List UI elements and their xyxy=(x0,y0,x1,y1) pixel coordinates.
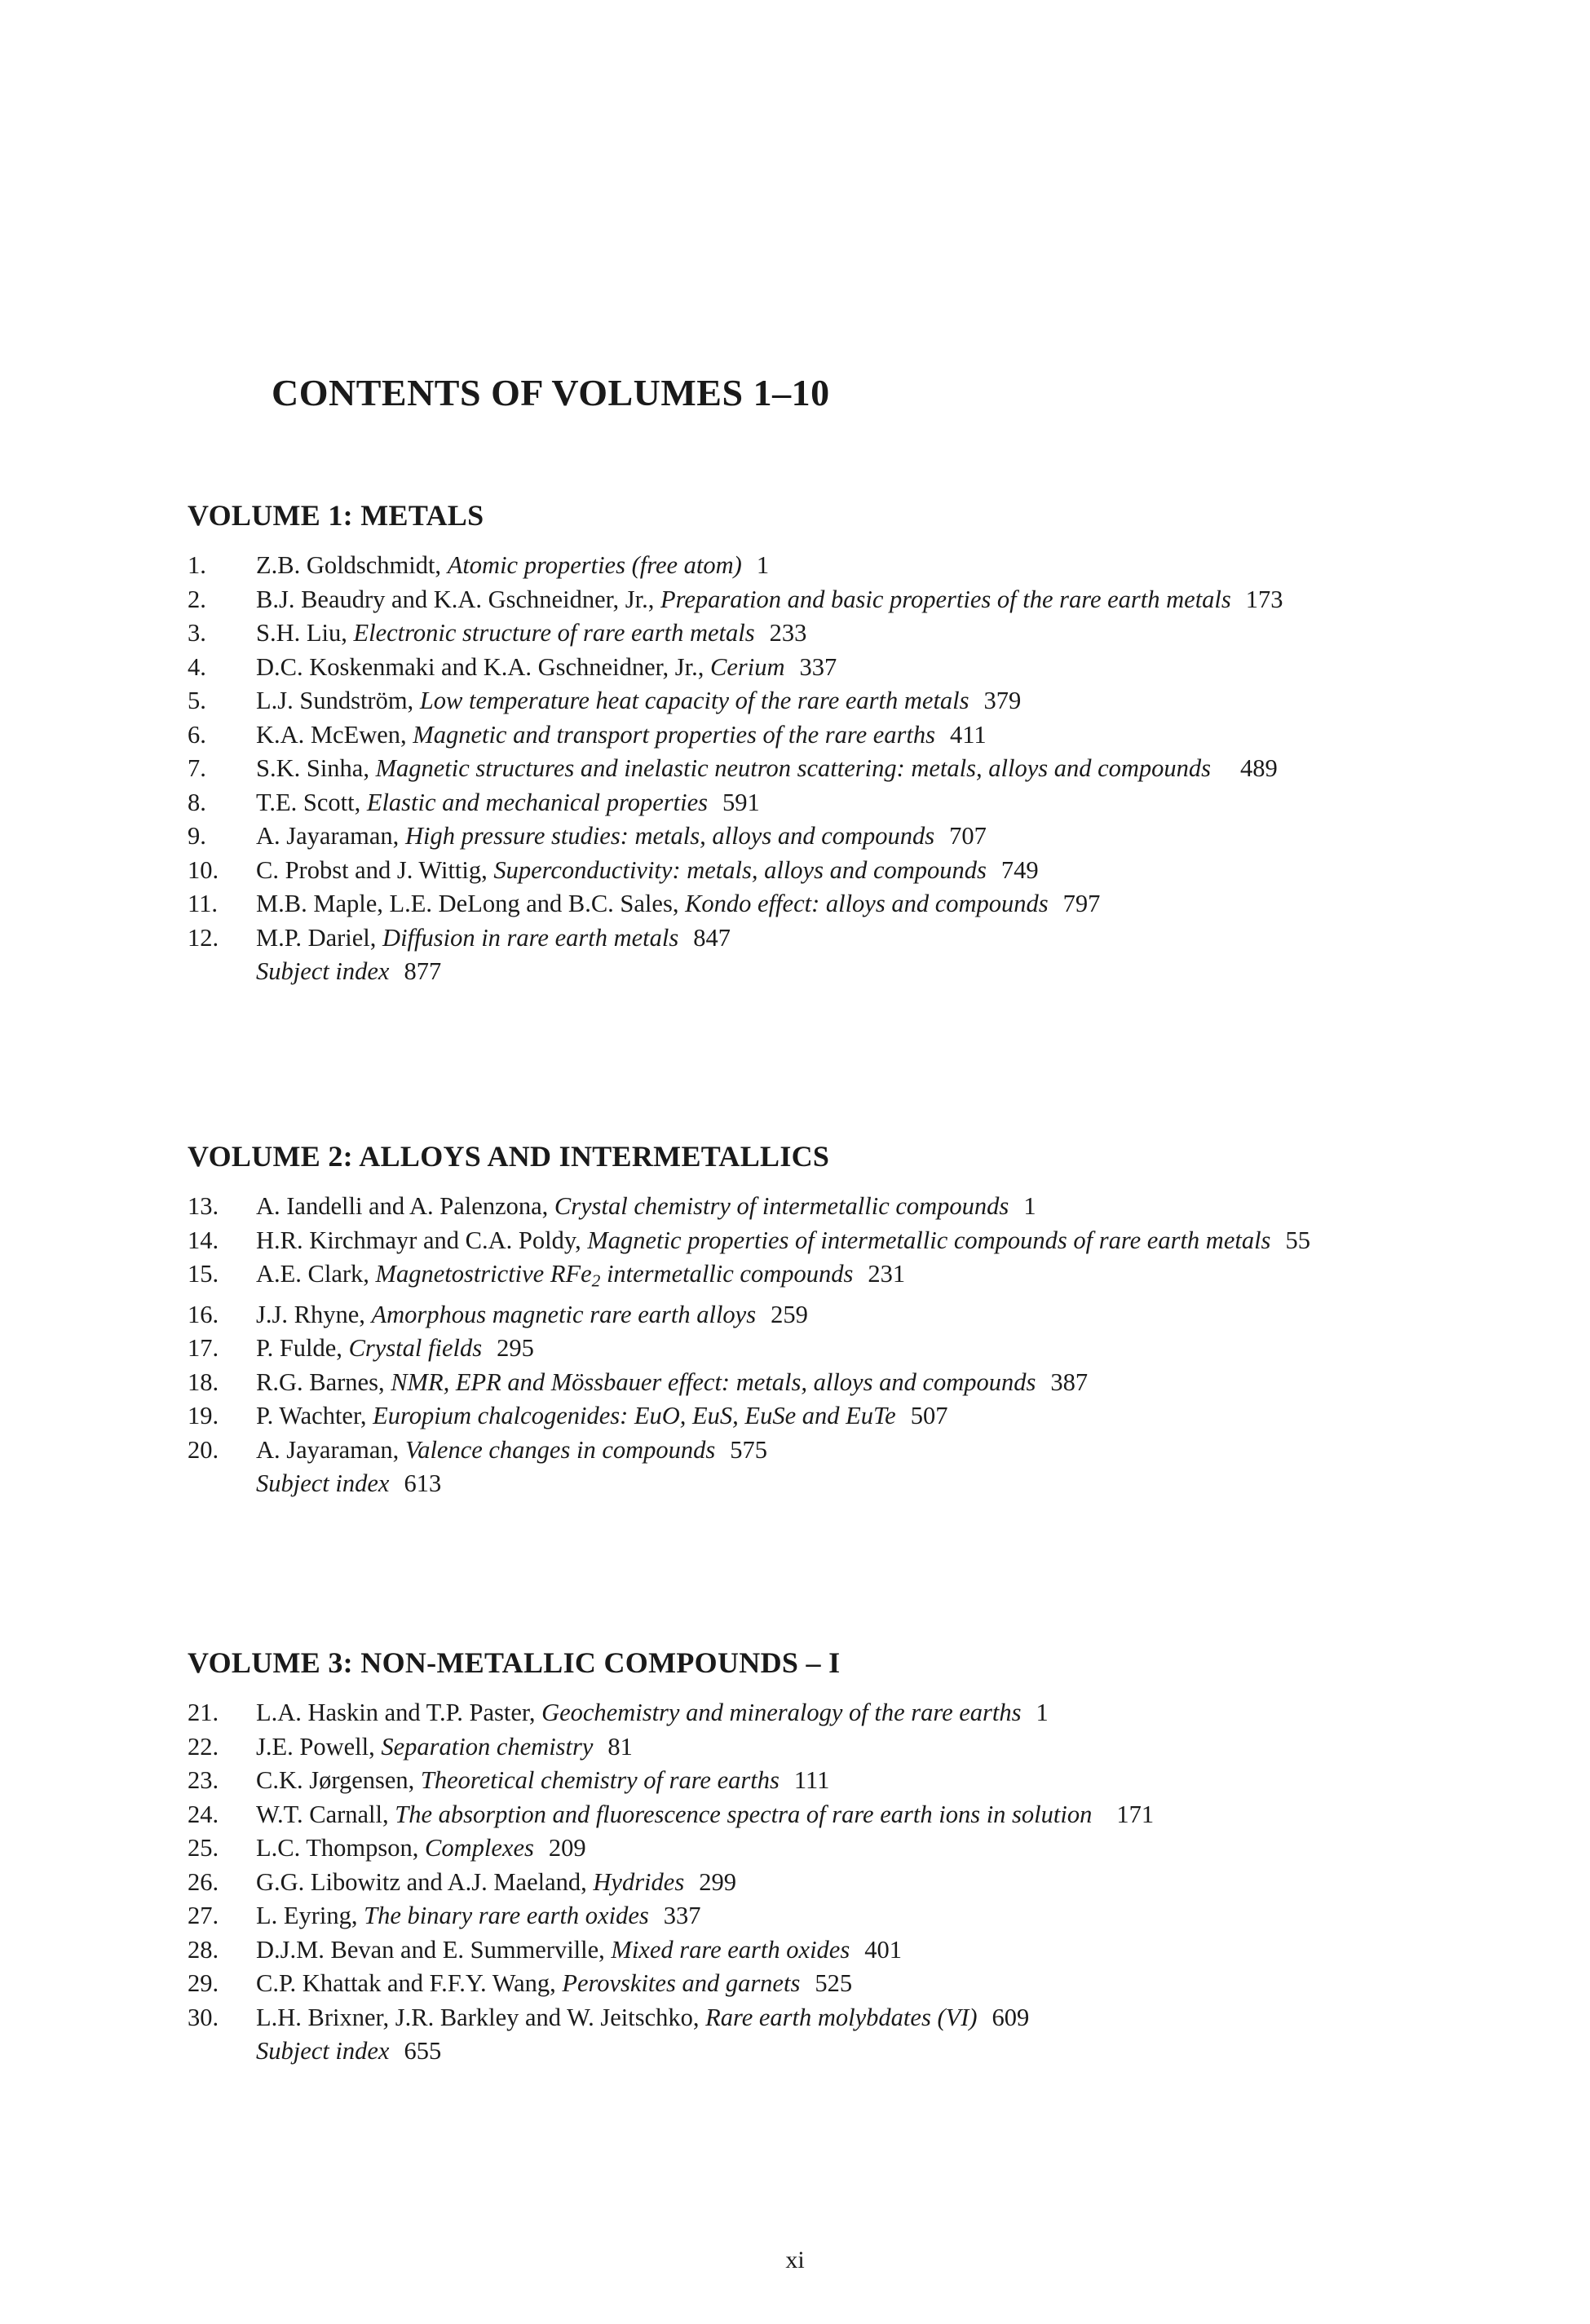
entry-authors: C. Probst and J. Wittig, xyxy=(256,855,488,884)
entry-number: 23. xyxy=(188,1766,219,1794)
list-item xyxy=(188,1434,1411,1468)
entry-authors: S.K. Sinha, xyxy=(256,754,369,782)
list-item xyxy=(188,1831,1411,1866)
entry-authors: H.R. Kirchmayr and C.A. Poldy, xyxy=(256,1226,581,1254)
entry-authors: D.C. Koskenmaki and K.A. Gschneidner, Jr., xyxy=(256,652,704,681)
subject-index xyxy=(188,2035,1411,2069)
list-item xyxy=(188,718,1411,753)
entry-number: 21. xyxy=(188,1699,219,1726)
entry-page: 797 xyxy=(1062,890,1101,917)
entry-page: 233 xyxy=(769,619,807,647)
entry-page: 1 xyxy=(756,551,770,579)
list-item xyxy=(188,1696,1411,1730)
list-item xyxy=(188,921,1411,956)
entry-title: Valence changes in compounds xyxy=(404,1435,716,1464)
list-item xyxy=(188,2001,1411,2035)
entry-title: The binary rare earth oxides xyxy=(364,1902,649,1929)
entry-page: 707 xyxy=(949,822,987,850)
entry-page: 749 xyxy=(1000,855,1039,884)
list-item xyxy=(188,786,1411,820)
entry-title: Kondo effect: alloys and compounds xyxy=(685,890,1049,917)
entry-title: Separation chemistry xyxy=(381,1732,594,1761)
entry-number: 3. xyxy=(188,619,206,647)
entry-title: Superconductivity: metals, alloys and compounds xyxy=(493,855,987,884)
list-item xyxy=(188,1764,1411,1798)
entry-page: 295 xyxy=(497,1334,534,1363)
entry-page: 231 xyxy=(868,1260,906,1288)
entry-authors: L.H. Brixner, J.R. Barkley and W. Jeitschko, xyxy=(256,2003,700,2031)
entry-page: 575 xyxy=(730,1435,767,1464)
entry-page: 525 xyxy=(815,1969,853,1997)
entry-authors: A. Iandelli and A. Palenzona, xyxy=(256,1192,549,1220)
entry-title: Atomic properties (free atom) xyxy=(447,551,742,579)
entry-authors: D.J.M. Bevan and E. Summerville, xyxy=(256,1935,605,1964)
entry-authors: Z.B. Goldschmidt, xyxy=(256,551,442,579)
entry-authors: A. Jayaraman, xyxy=(256,822,400,850)
entry-title: Magnetic structures and inelastic neutron scattering: metals, alloys and compounds xyxy=(375,754,1212,782)
list-item xyxy=(188,820,1411,854)
entry-page: 411 xyxy=(950,720,987,749)
entry-number: 15. xyxy=(188,1260,219,1288)
subject-index-label: Subject index xyxy=(256,1469,390,1498)
entry-number: 25. xyxy=(188,1834,219,1862)
subject-index xyxy=(188,1467,1411,1501)
entry-number: 8. xyxy=(188,788,206,816)
list-item xyxy=(188,651,1411,685)
entry-authors: W.T. Carnall, xyxy=(256,1800,389,1828)
entry-page: 847 xyxy=(693,923,731,952)
entry-page: 507 xyxy=(910,1402,948,1430)
entry-number: 28. xyxy=(188,1935,219,1964)
entry-authors: L.A. Haskin and T.P. Paster, xyxy=(256,1699,536,1726)
entry-title: Theoretical chemistry of rare earths xyxy=(420,1766,780,1794)
entry-page: 55 xyxy=(1285,1226,1310,1254)
entry-title: The absorption and fluorescence spectra of rare earth ions in solution xyxy=(395,1800,1093,1828)
volume-3-entries xyxy=(188,1696,1411,2035)
entry-page: 337 xyxy=(799,652,837,681)
entry-page: 209 xyxy=(548,1834,586,1862)
entry-number: 6. xyxy=(188,720,206,749)
entry-number: 17. xyxy=(188,1334,219,1363)
entry-number: 16. xyxy=(188,1300,219,1328)
list-item xyxy=(188,1399,1411,1434)
entry-title: Europium chalcogenides: EuO, EuS, EuSe and EuTe xyxy=(373,1402,896,1430)
entry-number: 1. xyxy=(188,551,206,579)
entry-authors: J.J. Rhyne, xyxy=(256,1300,365,1328)
entry-authors: M.P. Dariel, xyxy=(256,923,377,952)
entry-number: 12. xyxy=(188,923,219,952)
entry-title: Complexes xyxy=(425,1834,534,1862)
entry-page: 171 xyxy=(1116,1800,1155,1828)
entry-number: 7. xyxy=(188,754,206,782)
entry-number: 10. xyxy=(188,855,219,884)
entry-title: NMR, EPR and Mössbauer effect: metals, alloys and compounds xyxy=(391,1367,1036,1396)
entry-page: 379 xyxy=(983,687,1022,714)
page-number: xi xyxy=(785,2247,805,2273)
entry-authors: M.B. Maple, L.E. DeLong and B.C. Sales, xyxy=(256,890,679,917)
entry-authors: P. Wachter, xyxy=(256,1402,367,1430)
entry-number: 18. xyxy=(188,1367,219,1396)
volume-1-section xyxy=(188,498,1411,989)
list-item xyxy=(188,583,1411,617)
entry-authors: S.H. Liu, xyxy=(256,619,347,647)
entry-page: 387 xyxy=(1050,1367,1089,1396)
entry-page: 81 xyxy=(607,1732,633,1761)
list-item xyxy=(188,549,1411,583)
entry-title: Cerium xyxy=(710,652,785,681)
list-item xyxy=(188,1332,1411,1366)
volume-3-section xyxy=(188,1646,1411,2069)
entry-title: Low temperature heat capacity of the rare earth metals xyxy=(419,687,969,714)
entry-authors: L. Eyring, xyxy=(256,1902,358,1929)
entry-page: 609 xyxy=(992,2003,1030,2031)
entry-number: 26. xyxy=(188,1867,219,1896)
entry-title: Rare earth molybdates (VI) xyxy=(705,2003,978,2031)
entry-number: 5. xyxy=(188,687,206,714)
entry-authors: A.E. Clark, xyxy=(256,1260,369,1288)
entry-title: High pressure studies: metals, alloys and compounds xyxy=(404,822,935,850)
entry-page: 259 xyxy=(771,1300,808,1328)
entry-title: Diffusion in rare earth metals xyxy=(382,923,679,952)
list-item xyxy=(188,1298,1411,1332)
entry-title: Perovskites and garnets xyxy=(562,1969,801,1997)
entry-number: 19. xyxy=(188,1402,219,1430)
entry-title: Electronic structure of rare earth metals xyxy=(353,619,755,647)
entry-number: 2. xyxy=(188,585,206,613)
volume-1-entries xyxy=(188,549,1411,955)
list-item xyxy=(188,684,1411,718)
entry-number: 14. xyxy=(188,1226,219,1254)
subject-index-label: Subject index xyxy=(256,957,390,985)
list-item xyxy=(188,1366,1411,1400)
subject-index-page: 655 xyxy=(404,2037,442,2065)
list-item xyxy=(188,616,1411,651)
list-item xyxy=(188,854,1411,888)
entry-authors: L.J. Sundström, xyxy=(256,687,414,714)
entry-page: 111 xyxy=(793,1766,830,1794)
page-title: CONTENTS OF VOLUMES 1–10 xyxy=(272,372,830,413)
entry-number: 20. xyxy=(188,1435,219,1464)
entry-authors: B.J. Beaudry and K.A. Gschneidner, Jr., xyxy=(256,585,655,613)
entry-number: 27. xyxy=(188,1902,219,1929)
entry-title: Elastic and mechanical properties xyxy=(366,788,708,816)
volume-heading: VOLUME 3: NON-METALLIC COMPOUNDS – I xyxy=(188,1646,841,1679)
entry-authors: P. Fulde, xyxy=(256,1334,342,1363)
list-item xyxy=(188,1866,1411,1900)
entry-title: Magnetostrictive RFe$_2$ intermetallic compounds xyxy=(375,1260,854,1291)
list-item xyxy=(188,752,1411,786)
entry-title: Geochemistry and mineralogy of the rare earths xyxy=(541,1699,1022,1726)
entry-title: Crystal fields xyxy=(348,1334,483,1363)
entry-page: 173 xyxy=(1245,585,1283,613)
subject-index-page: 877 xyxy=(404,957,442,985)
entry-number: 13. xyxy=(188,1192,219,1220)
entry-title: Preparation and basic properties of the rare earth metals xyxy=(660,585,1231,613)
entry-title: Hydrides xyxy=(593,1867,685,1896)
list-item xyxy=(188,1730,1411,1765)
list-item xyxy=(188,1899,1411,1933)
entry-authors: C.P. Khattak and F.F.Y. Wang, xyxy=(256,1969,556,1997)
entry-title: Magnetic and transport properties of the rare earths xyxy=(413,720,936,749)
entry-page: 489 xyxy=(1240,754,1278,782)
entry-page: 299 xyxy=(699,1867,736,1896)
entry-page: 591 xyxy=(722,788,760,816)
entry-title: Crystal chemistry of intermetallic compounds xyxy=(554,1192,1009,1220)
entry-authors: T.E. Scott, xyxy=(256,788,361,816)
subject-index xyxy=(188,955,1411,989)
list-item xyxy=(188,1933,1411,1968)
entry-number: 24. xyxy=(188,1800,219,1828)
list-item xyxy=(188,1190,1411,1224)
entry-number: 4. xyxy=(188,652,206,681)
entry-title: Mixed rare earth oxides xyxy=(611,1935,850,1964)
entry-page: 1 xyxy=(1036,1699,1049,1726)
entry-page: 1 xyxy=(1023,1192,1036,1220)
list-item xyxy=(188,1224,1411,1258)
volume-heading: VOLUME 2: ALLOYS AND INTERMETALLICS xyxy=(188,1140,830,1173)
entry-authors: L.C. Thompson, xyxy=(256,1834,419,1862)
entry-number: 11. xyxy=(188,890,218,917)
subject-index-page: 613 xyxy=(404,1469,442,1498)
entry-number: 30. xyxy=(188,2003,219,2031)
entry-title: Amorphous magnetic rare earth alloys xyxy=(371,1300,757,1328)
list-item xyxy=(188,887,1411,921)
list-item xyxy=(188,1798,1411,1832)
entry-number: 29. xyxy=(188,1969,219,1997)
entry-authors: C.K. Jørgensen, xyxy=(256,1766,415,1794)
list-item xyxy=(188,1257,1411,1298)
entry-page: 401 xyxy=(864,1935,902,1964)
entry-page: 337 xyxy=(663,1902,701,1929)
list-item xyxy=(188,1967,1411,2001)
entry-number: 9. xyxy=(188,822,206,850)
entry-number: 22. xyxy=(188,1732,219,1761)
entry-authors: K.A. McEwen, xyxy=(256,720,407,749)
volume-2-section xyxy=(188,1139,1411,1501)
entry-authors: R.G. Barnes, xyxy=(256,1367,385,1396)
volume-2-entries xyxy=(188,1190,1411,1467)
entry-authors: J.E. Powell, xyxy=(256,1732,375,1761)
entry-authors: A. Jayaraman, xyxy=(256,1435,400,1464)
volume-heading: VOLUME 1: METALS xyxy=(188,499,484,532)
entry-authors: G.G. Libowitz and A.J. Maeland, xyxy=(256,1867,587,1896)
entry-title: Magnetic properties of intermetallic compounds of rare earth metals xyxy=(587,1226,1271,1254)
subject-index-label: Subject index xyxy=(256,2037,390,2065)
